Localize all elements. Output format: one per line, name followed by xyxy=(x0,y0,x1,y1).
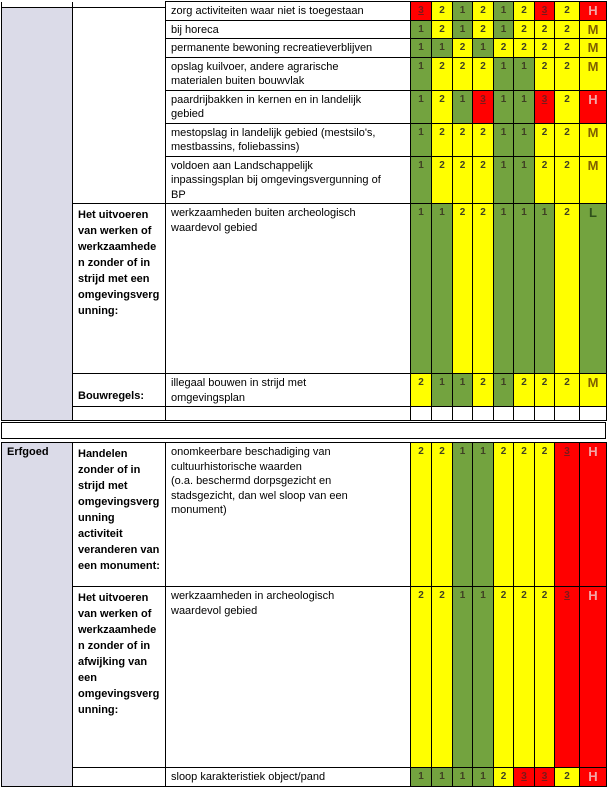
group-label-cell: Het uitvoeren van werken of werkzaamheden zonder of in strijd met een omgevingsvergunning: xyxy=(73,204,166,374)
score-cell: 2 xyxy=(535,39,555,58)
activity-description-cell: mestopslag in landelijk gebied (mestsilo's, mestbassins, foliebassins) xyxy=(166,123,411,156)
risk-rating-cell: H xyxy=(580,2,607,21)
score-cell: 2 xyxy=(411,374,432,407)
activity-description-cell: voldoen aan Landschappelijk inpassingsplan bij omgevingsvergunning of BP xyxy=(166,156,411,204)
activity-description-cell: onomkeerbare beschadiging van cultuurhistorische waarden (o.a. beschermd dorpsgezicht en stadsgezicht, dan wel sloop van een monument) xyxy=(166,443,411,587)
score-cell: 2 xyxy=(514,2,535,21)
score-cell: 1 xyxy=(453,20,473,39)
score-cell: 2 xyxy=(494,587,514,768)
score-cell: 2 xyxy=(473,204,494,374)
group-label-cell: Het uitvoeren van werken of werkzaamheden zonder of in afwijking van een omgevingsvergunning: xyxy=(73,587,166,768)
group-label-cell: Handelen zonder of in strijd met omgevingsvergunning activiteit veranderen van een monument: xyxy=(73,443,166,587)
score-cell: 1 xyxy=(514,90,535,123)
table-row xyxy=(2,2,607,21)
score-cell: 2 xyxy=(473,2,494,21)
risk-rating-cell xyxy=(580,407,607,421)
group-label-cell xyxy=(73,768,166,787)
score-cell xyxy=(535,407,555,421)
score-cell: 1 xyxy=(411,20,432,39)
risk-matrix-document xyxy=(1,1,607,787)
score-cell: 2 xyxy=(555,20,580,39)
activity-description-cell: opslag kuilvoer, andere agrarische materialen buiten bouwvlak xyxy=(166,57,411,90)
score-cell: 2 xyxy=(411,587,432,768)
activity-description-cell: bij horeca xyxy=(166,20,411,39)
score-cell: 1 xyxy=(494,204,514,374)
score-cell: 2 xyxy=(555,123,580,156)
risk-rating-cell: M xyxy=(580,156,607,204)
category-cell xyxy=(2,2,73,421)
score-cell: 1 xyxy=(453,2,473,21)
score-cell: 2 xyxy=(432,2,453,21)
score-cell: 2 xyxy=(535,123,555,156)
score-cell: 2 xyxy=(494,39,514,58)
score-cell: 1 xyxy=(494,156,514,204)
score-cell: 2 xyxy=(535,156,555,204)
score-cell: 1 xyxy=(473,587,494,768)
score-cell xyxy=(514,407,535,421)
score-cell: 1 xyxy=(411,39,432,58)
score-cell: 2 xyxy=(432,90,453,123)
table-row xyxy=(2,407,607,421)
score-cell: 1 xyxy=(494,90,514,123)
score-cell: 2 xyxy=(555,39,580,58)
risk-rating-cell: M xyxy=(580,20,607,39)
score-cell: 1 xyxy=(494,57,514,90)
score-cell: 1 xyxy=(514,204,535,374)
score-cell: 2 xyxy=(411,443,432,587)
score-cell: 3 xyxy=(535,90,555,123)
score-cell: 1 xyxy=(473,443,494,587)
score-cell: 1 xyxy=(494,374,514,407)
score-cell: 2 xyxy=(555,90,580,123)
activity-description-cell: illegaal bouwen in strijd met omgevingsplan xyxy=(166,374,411,407)
score-cell: 1 xyxy=(411,57,432,90)
score-cell: 1 xyxy=(432,768,453,787)
risk-rating-cell: M xyxy=(580,39,607,58)
score-cell: 3 xyxy=(535,2,555,21)
risk-rating-cell: L xyxy=(580,204,607,374)
score-cell: 2 xyxy=(473,57,494,90)
score-cell: 1 xyxy=(453,587,473,768)
score-cell: 3 xyxy=(555,587,580,768)
score-cell: 3 xyxy=(535,768,555,787)
score-cell: 2 xyxy=(535,443,555,587)
score-cell: 3 xyxy=(555,443,580,587)
risk-rating-cell: H xyxy=(580,587,607,768)
score-cell: 2 xyxy=(432,57,453,90)
score-cell: 2 xyxy=(555,768,580,787)
score-cell: 2 xyxy=(432,587,453,768)
score-cell xyxy=(555,407,580,421)
table-row xyxy=(2,587,607,768)
table-row xyxy=(2,768,607,787)
section-separator-row xyxy=(1,422,606,439)
score-cell: 2 xyxy=(473,374,494,407)
score-cell: 1 xyxy=(514,123,535,156)
score-cell xyxy=(494,407,514,421)
score-cell: 2 xyxy=(473,123,494,156)
group-label-cell xyxy=(73,2,166,204)
score-cell: 2 xyxy=(453,123,473,156)
score-cell: 1 xyxy=(411,156,432,204)
risk-rating-cell: H xyxy=(580,768,607,787)
score-cell: 2 xyxy=(535,20,555,39)
score-cell: 1 xyxy=(494,123,514,156)
score-cell: 2 xyxy=(432,123,453,156)
score-cell: 2 xyxy=(494,443,514,587)
score-cell: 2 xyxy=(494,768,514,787)
score-cell: 1 xyxy=(432,204,453,374)
risk-rating-cell: M xyxy=(580,374,607,407)
risk-rating-cell: M xyxy=(580,123,607,156)
score-cell: 2 xyxy=(555,156,580,204)
activity-description-cell: paardrijbakken in kernen en in landelijk gebied xyxy=(166,90,411,123)
category-cell: Erfgoed xyxy=(2,443,73,787)
activity-description-cell: werkzaamheden in archeologisch waardevol gebied xyxy=(166,587,411,768)
group-label-cell xyxy=(73,407,166,421)
table-row xyxy=(2,443,607,587)
score-cell: 2 xyxy=(453,204,473,374)
score-cell: 2 xyxy=(453,39,473,58)
risk-table-erfgoed xyxy=(1,442,607,787)
score-cell: 2 xyxy=(514,374,535,407)
score-cell: 2 xyxy=(555,57,580,90)
score-cell: 2 xyxy=(514,20,535,39)
score-cell: 1 xyxy=(514,57,535,90)
score-cell: 2 xyxy=(514,39,535,58)
score-cell: 1 xyxy=(432,374,453,407)
score-cell: 1 xyxy=(411,90,432,123)
score-cell: 2 xyxy=(555,374,580,407)
activity-description-cell xyxy=(166,407,411,421)
score-cell: 2 xyxy=(555,204,580,374)
score-cell: 1 xyxy=(432,39,453,58)
score-cell: 1 xyxy=(535,204,555,374)
score-cell: 1 xyxy=(453,768,473,787)
score-cell: 2 xyxy=(432,20,453,39)
score-cell: 1 xyxy=(473,768,494,787)
activity-description-cell: permanente bewoning recreatieverblijven xyxy=(166,39,411,58)
score-cell: 2 xyxy=(453,156,473,204)
score-cell: 2 xyxy=(473,156,494,204)
score-cell: 3 xyxy=(411,2,432,21)
score-cell: 1 xyxy=(494,20,514,39)
activity-description-cell: zorg activiteiten waar niet is toegestaan xyxy=(166,2,411,21)
risk-rating-cell: H xyxy=(580,90,607,123)
score-cell: 1 xyxy=(494,2,514,21)
score-cell xyxy=(453,407,473,421)
score-cell xyxy=(473,407,494,421)
score-cell: 1 xyxy=(453,90,473,123)
score-cell: 2 xyxy=(432,443,453,587)
risk-table xyxy=(1,1,607,421)
score-cell: 2 xyxy=(514,587,535,768)
score-cell: 1 xyxy=(514,156,535,204)
score-cell xyxy=(432,407,453,421)
score-cell: 1 xyxy=(453,443,473,587)
score-cell: 3 xyxy=(473,90,494,123)
risk-table-section-erfgoed xyxy=(1,442,607,787)
score-cell: 2 xyxy=(535,374,555,407)
activity-description-cell: werkzaamheden buiten archeologisch waardevol gebied xyxy=(166,204,411,374)
score-cell: 1 xyxy=(473,39,494,58)
score-cell: 2 xyxy=(555,2,580,21)
risk-table-section-1 xyxy=(1,1,607,421)
risk-rating-cell: M xyxy=(580,57,607,90)
score-cell xyxy=(411,407,432,421)
score-cell: 3 xyxy=(514,768,535,787)
score-cell: 2 xyxy=(473,20,494,39)
score-cell: 2 xyxy=(432,156,453,204)
table-row xyxy=(2,374,607,407)
score-cell: 1 xyxy=(411,123,432,156)
table-row xyxy=(2,204,607,374)
risk-rating-cell: H xyxy=(580,443,607,587)
score-cell: 1 xyxy=(453,374,473,407)
score-cell: 1 xyxy=(411,768,432,787)
score-cell: 1 xyxy=(411,204,432,374)
score-cell: 2 xyxy=(514,443,535,587)
activity-description-cell: sloop karakteristiek object/pand xyxy=(166,768,411,787)
score-cell: 2 xyxy=(535,587,555,768)
group-label-cell: Bouwregels: xyxy=(73,374,166,407)
score-cell: 2 xyxy=(453,57,473,90)
score-cell: 2 xyxy=(535,57,555,90)
